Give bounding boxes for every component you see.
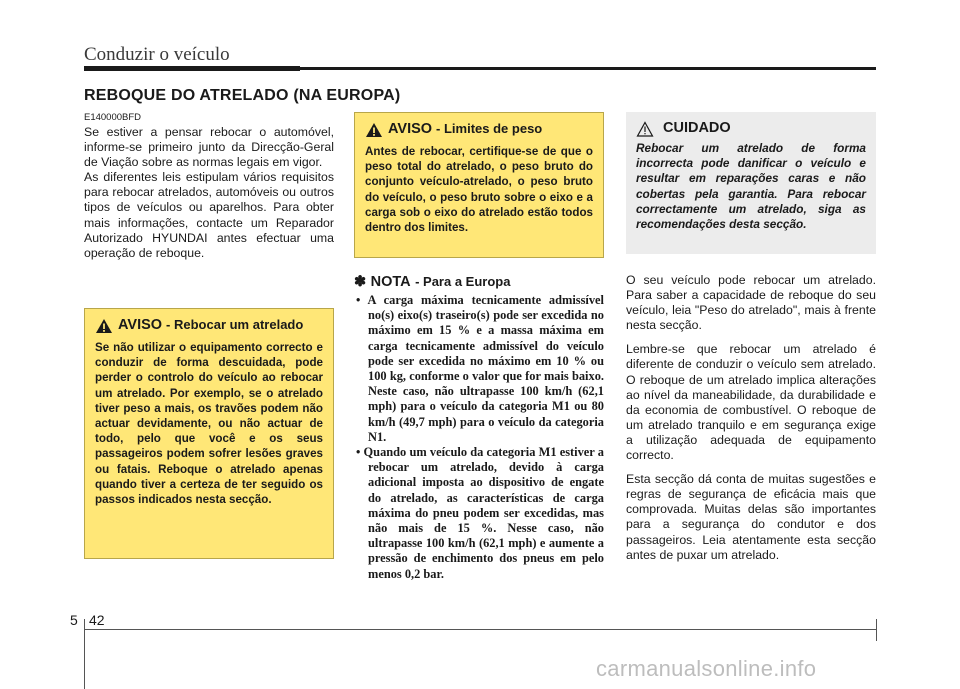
warning-box-weight [354, 112, 604, 258]
warning-subtitle: - Rebocar um atrelado [166, 317, 304, 332]
watermark: carmanualsonline.info [596, 656, 817, 681]
warning-body: Se não utilizar o equipamento correcto e conduzir de forma descuidada, pode perder o controlo do veículo ao rebocar um atrelado. Por exemplo, se o atrelado tiver peso a mais, os travões podem não actuar devidamente, ou não actuar de todo, pelo que você e os seus passageiros podem sofrer lesões graves ou fatais. Reboque o atrelado apenas quando tiver a certeza de ter seguido os passos indicados nesta secção. [95, 341, 323, 507]
caution-triangle-icon [636, 121, 654, 137]
section-title: REBOQUE DO ATRELADO (NA EUROPA) [84, 87, 401, 104]
warning-word: AVISO [388, 121, 433, 137]
note-word: NOTA [370, 274, 411, 290]
caution-box [626, 112, 876, 254]
body-paragraph: O seu veículo pode rebocar um atrelado. Para saber a capacidade de reboque do seu veículo, leia "Peso do atrelado", mais à frente nesta secção. [626, 273, 876, 333]
note-title [354, 273, 510, 291]
intro-paragraph: As diferentes leis estipulam vários requisitos para rebocar atrelados, automóveis ou outros tipos de veículos ou aparelhos. Para obter mais informações, contacte um Reparador Autorizado HYUNDAI antes efectuar uma operação de reboque. [84, 170, 334, 260]
page-chapter-number: 5 [70, 612, 78, 628]
body-paragraph: Lembre-se que rebocar um atrelado é diferente de conduzir o veículo sem atrelado. O reboque de um atrelado implica alterações ao nível da maneabilidade, da durabilidade e da economia de combustível. O reboque de um atrelado tranquilo e em segurança exige a utilização adequada de equipamento correcto. [626, 342, 876, 463]
caution-body: Rebocar um atrelado de forma incorrecta pode danificar o veículo e resultar em reparações caras e não cobertas pela garantia. Para rebocar correctamente um atrelado, siga as recomendações desta secção. [636, 141, 866, 232]
warning-subtitle: - Limites de peso [436, 121, 543, 136]
footer-tick [876, 619, 877, 641]
intro-paragraph: Se estiver a pensar rebocar o automóvel, informe-se primeiro junto da Direcção-Geral de Viação sobre as normas legais em vigor. [84, 125, 334, 170]
warning-triangle-icon [95, 318, 113, 334]
warning-box-towing [84, 308, 334, 559]
body-paragraph: Esta secção dá conta de muitas sugestões e regras de segurança de eficácia mais que comprovada. Muitas delas são importantes para a segurança do condutor e dos passageiros. Leia atentamente esta secção antes de puxar um atrelado. [626, 472, 876, 562]
warning-header [365, 121, 593, 138]
page-number: 42 [89, 612, 105, 628]
footer-divider [84, 619, 85, 689]
warning-triangle-icon [365, 122, 383, 138]
note-item: • A carga máxima tecnicamente admissível no(s) eixo(s) traseiro(s) pode ser excedida no máximo em 15 % e a massa máxima em carga tecnicamente admissível do veículo pode ser excedida no máximo em 10 % ou 100 kg, conforme o valor que for mais baixo. Neste caso, não ultrapasse 100 km/h (62,1 mph) para o veículo da categoria M1 ou 80 km/h (49,7 mph) para o veículo da categoria N1. [356, 293, 604, 444]
note-symbol: ✽ [354, 274, 367, 290]
caution-word: CUIDADO [663, 120, 731, 136]
section-code: E140000BFD [84, 112, 142, 123]
caution-header [636, 120, 866, 137]
note-list [354, 293, 604, 582]
note-subtitle: - Para a Europa [415, 274, 511, 289]
intro-text [84, 125, 334, 261]
note-item: • Quando um veículo da categoria M1 estiver a rebocar um atrelado, devido à carga adicional imposta ao dispositivo de engate do atrelado, as características de carga máxima do pneu podem ser excedidas, mas não mais de 15 %. Nesse caso, não ultrapasse 100 km/h (62,1 mph) e aumente a pressão de enchimento dos pneus em pelo menos 0,2 bar. [356, 445, 604, 581]
warning-body: Antes de rebocar, certifique-se de que o peso total do atrelado, o peso bruto do conjunto veículo-atrelado, o peso bruto do veículo, o peso bruto sobre o eixo e a carga sob o eixo do atrelado estão todos dentro dos limites. [365, 145, 593, 235]
header-rule-accent [84, 66, 300, 71]
warning-header [95, 317, 323, 334]
footer-rule [84, 629, 876, 630]
warning-word: AVISO [118, 317, 163, 333]
header-title: Conduzir o veículo [84, 44, 230, 65]
right-column-text [626, 273, 876, 572]
